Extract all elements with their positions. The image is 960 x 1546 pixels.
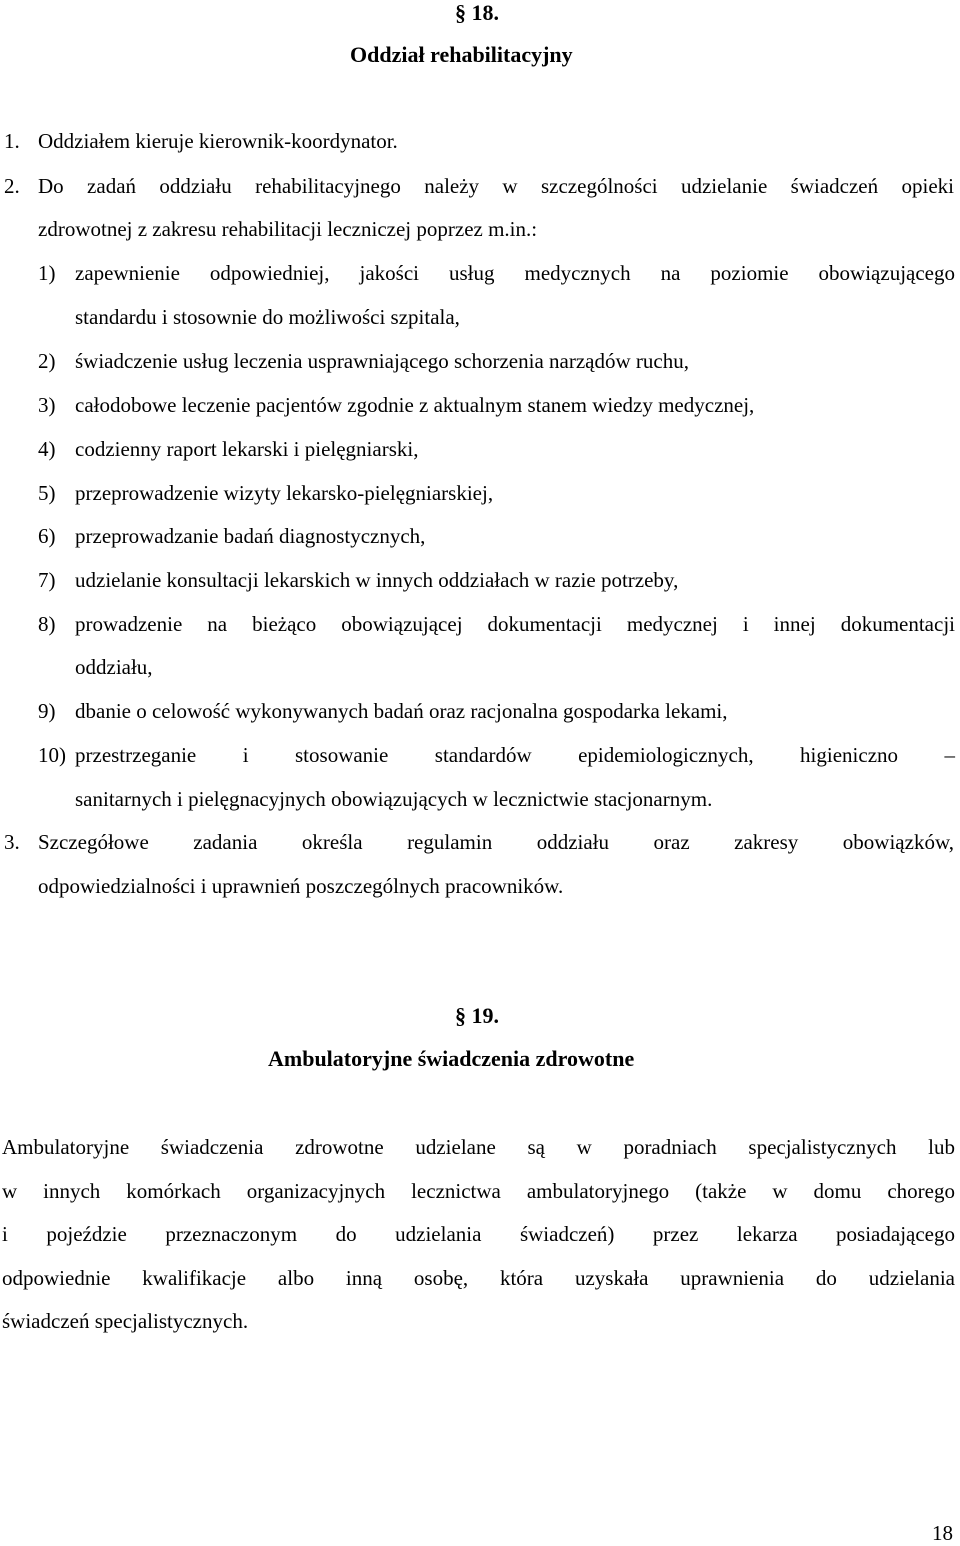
paragraph-2-number: 2.: [4, 174, 20, 198]
paragraph-1-number: 1.: [4, 129, 20, 153]
list-item-10-line-1: przestrzeganie i stosowanie standardów epidemiologicznych, higieniczno –: [75, 743, 955, 767]
section-18-title: Oddział rehabilitacyjny: [350, 42, 573, 67]
list-item-7-number: 7): [38, 568, 56, 592]
list-item-4-number: 4): [38, 437, 56, 461]
list-item-5-number: 5): [38, 481, 56, 505]
section-18-number: § 18.: [455, 0, 499, 25]
list-item-10-number: 10): [38, 743, 66, 767]
section-19-line-3: i pojeździe przeznaczonym do udzielania świadczeń) przez lekarza posiadającego: [2, 1222, 955, 1246]
paragraph-3-line-2: odpowiedzialności i uprawnień poszczególnych pracowników.: [38, 874, 564, 898]
list-item-2-line-1: świadczenie usług leczenia usprawniającego schorzenia narządów ruchu,: [75, 349, 689, 373]
list-item-9-line-1: dbanie o celowość wykonywanych badań oraz racjonalna gospodarka lekami,: [75, 699, 728, 723]
list-item-1-line-2: standardu i stosownie do możliwości szpitala,: [75, 305, 460, 329]
paragraph-2-line-1: Do zadań oddziału rehabilitacyjnego należy w szczególności udzielanie świadczeń opieki: [38, 174, 954, 198]
paragraph-1-text: Oddziałem kieruje kierownik-koordynator.: [38, 129, 398, 153]
paragraph-3-line-1: Szczegółowe zadania określa regulamin oddziału oraz zakresy obowiązków,: [38, 830, 954, 854]
list-item-4-line-1: codzienny raport lekarski i pielęgniarski,: [75, 437, 419, 461]
list-item-8-line-1: prowadzenie na bieżąco obowiązującej dokumentacji medycznej i innej dokumentacji: [75, 612, 955, 636]
page-number: 18: [932, 1521, 953, 1545]
list-item-3-number: 3): [38, 393, 56, 417]
list-item-8-line-2: oddziału,: [75, 655, 153, 679]
section-19-title: Ambulatoryjne świadczenia zdrowotne: [268, 1046, 635, 1071]
list-item-6-line-1: przeprowadzanie badań diagnostycznych,: [75, 524, 426, 548]
paragraph-2-line-2: zdrowotnej z zakresu rehabilitacji leczniczej poprzez m.in.:: [38, 217, 538, 241]
list-item-6-number: 6): [38, 524, 56, 548]
list-item-1-line-1: zapewnienie odpowiedniej, jakości usług medycznych na poziomie obowiązującego: [75, 261, 955, 285]
list-item-5-line-1: przeprowadzenie wizyty lekarsko-pielęgniarskiej,: [75, 481, 494, 505]
list-item-9-number: 9): [38, 699, 56, 723]
list-item-8-number: 8): [38, 612, 56, 636]
list-item-10-line-2: sanitarnych i pielęgnacyjnych obowiązujących w lecznictwie stacjonarnym.: [75, 787, 713, 811]
section-19-line-2: w innych komórkach organizacyjnych lecznictwa ambulatoryjnego (także w domu chorego: [2, 1179, 955, 1203]
list-item-7-line-1: udzielanie konsultacji lekarskich w innych oddziałach w razie potrzeby,: [75, 568, 679, 592]
section-19-line-5: świadczeń specjalistycznych.: [2, 1309, 249, 1333]
paragraph-3-number: 3.: [4, 830, 20, 854]
list-item-3-line-1: całodobowe leczenie pacjentów zgodnie z aktualnym stanem wiedzy medycznej,: [75, 393, 755, 417]
section-19-line-1: Ambulatoryjne świadczenia zdrowotne udzielane są w poradniach specjalistycznych lub: [2, 1135, 955, 1159]
list-item-2-number: 2): [38, 349, 56, 373]
section-19-line-4: odpowiednie kwalifikacje albo inną osobę, która uzyskała uprawnienia do udzielania: [2, 1266, 955, 1290]
list-item-1-number: 1): [38, 261, 56, 285]
section-19-number: § 19.: [455, 1003, 499, 1028]
